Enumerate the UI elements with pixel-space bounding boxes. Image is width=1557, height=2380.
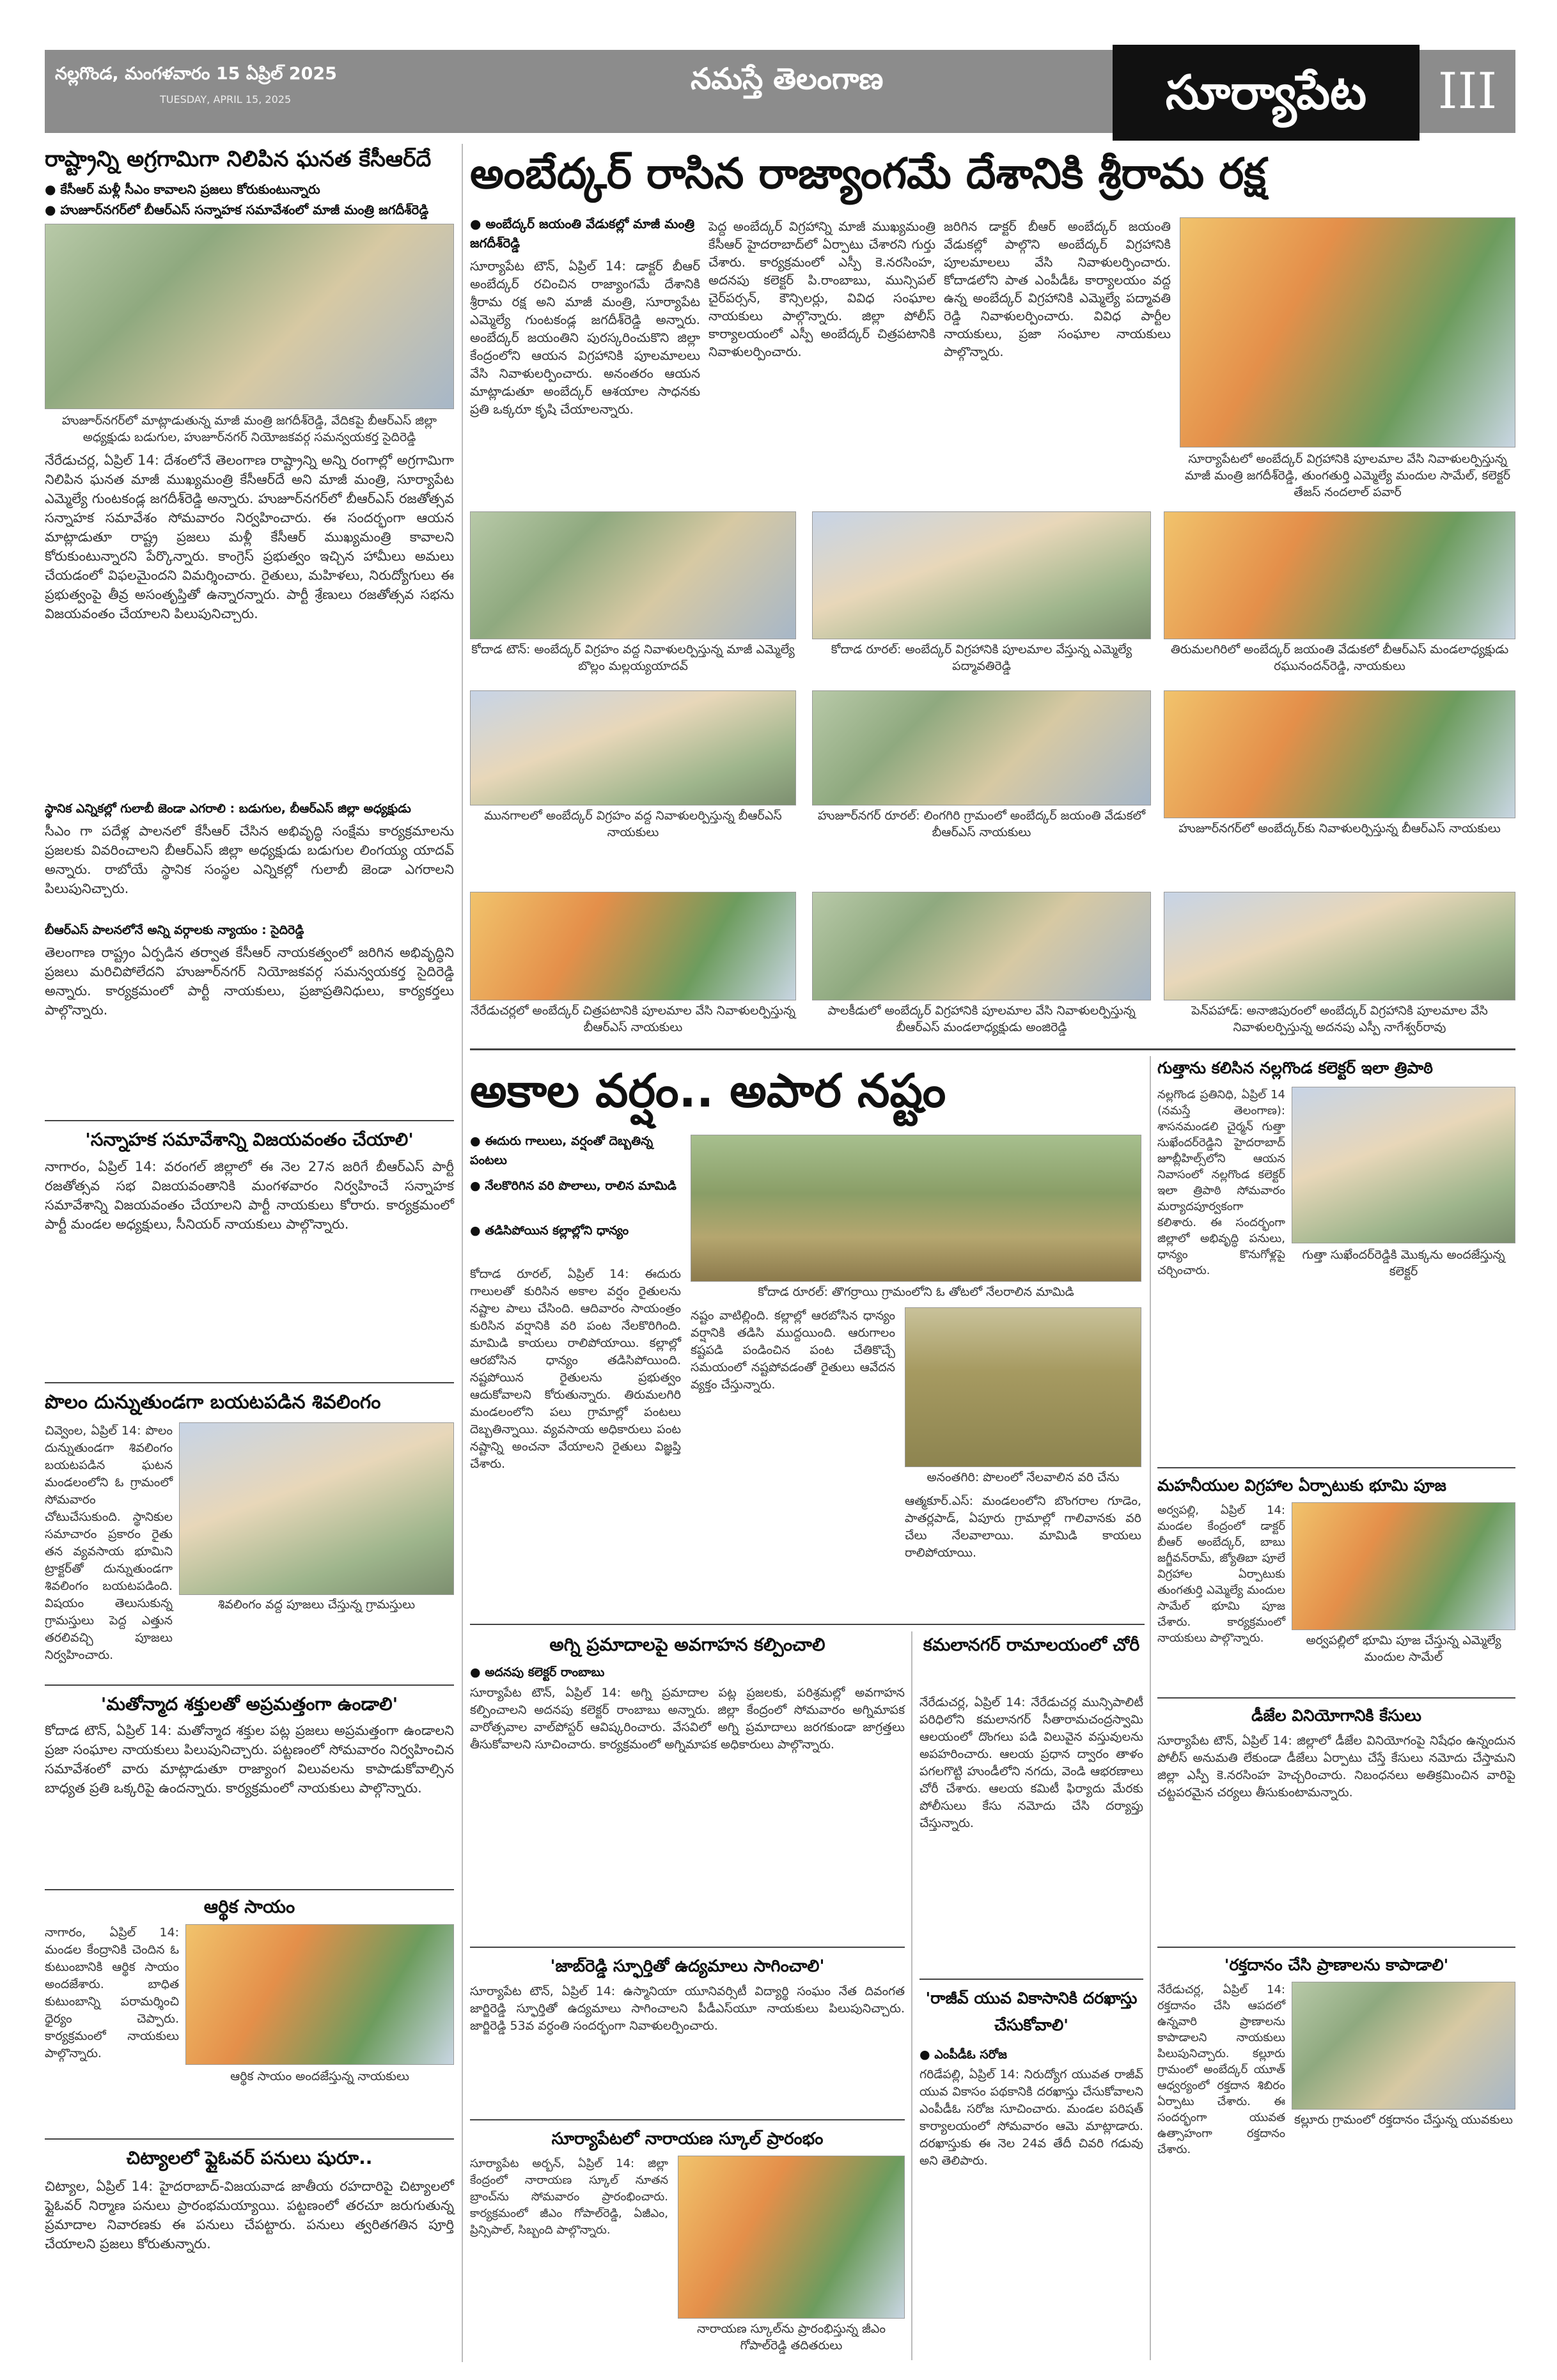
story5-body: నాగారం, ఏప్రిల్ 14: మండల కేంద్రానికి చెందిన ఓ కుటుంబానికి ఆర్థిక సాయం అందజేశారు. బాధిత కుటుంబాన్ని పరామర్శించి ధైర్యం చెప్పారు. కార్యక్రమంలో నాయకులు పాల్గొన్నారు.	[45, 1925, 179, 2060]
story1-bullet-1: ● కేసీఆర్ మళ్లీ సీఎం కావాలని ప్రజలు కోరుకుంటున్నారు	[45, 179, 454, 199]
lead-photo-3-caption: తిరుమలగిరిలో అంబేద్కర్ జయంతి వేడుకలో బీఆర్‌ఎస్ మండలాధ్యక్షుడు రఘునందన్‌రెడ్డి, నాయకులు	[1170, 642, 1509, 673]
bhoomi-caption: అర్వపల్లిలో భూమి పూజ చేస్తున్న ఎమ్మెల్యే మందుల సామేల్	[1306, 1633, 1501, 1664]
story3-body-cont	[45, 1617, 454, 1681]
lead-photo-6-caption: హుజూర్‌నగర్‌లో అంబేద్కర్‌కు నివాళులర్పిస్తున్న బీఆర్‌ఎస్ నాయకులు	[1178, 821, 1501, 836]
divider	[45, 1120, 454, 1121]
story3-caption: శివలింగం వద్ద పూజలు చేస్తున్న గ్రామస్తులు	[217, 1598, 416, 1612]
lead-headline: అంబేద్కర్ రాసిన రాజ్యాంగమే దేశానికి శ్రీరామ రక్ష	[470, 149, 1266, 198]
rain-bullet-3: ● తడిసిపోయిన కల్లాల్లోని ధాన్యం	[470, 1221, 681, 1262]
lead-main-photo	[1180, 217, 1515, 447]
masthead-date-english: TUESDAY, APRIL 15, 2025	[160, 93, 292, 105]
story1-caption: హుజూర్‌నగర్‌లో మాట్లాడుతున్న మాజీ మంత్రి జగదీశ్‌రెడ్డి, వేదికపై బీఆర్‌ఎస్ జిల్లా అధ్యక్షుడు బడుగుల, హుజూర్‌నగర్ నియోజకవర్గ సమన్వయకర్త సైదిరెడ్డి	[61, 414, 437, 444]
lead-photo-6	[1164, 690, 1515, 818]
story1-photo	[45, 224, 454, 409]
lead-photo-2-caption: కోదాడ రూరల్: అంబేద్కర్ విగ్రహానికి పూలమాల వేస్తున్న ఎమ్మెల్యే పద్మావతిరెడ్డి	[831, 642, 1132, 673]
divider	[919, 1979, 1143, 1980]
lead-col2: పెద్ద అంబేద్కర్ విగ్రహాన్ని మాజీ ముఖ్యమంత్రి కేసీఆర్ హైదరాబాద్‌లో ఏర్పాటు చేశారని గుర్తు చేశారు. కార్యక్రమంలో ఎస్పీ కె.నరసింహ, అదనపు కలెక్టర్ పి.రాంబాబు, మున్సిపల్ చైర్‌పర్సన్, కౌన్సిలర్లు, వివిధ సంఘాల నాయకులు పాల్గొన్నారు. జిల్లా పోలీస్ కార్యాలయంలో ఎస్పీ అంబేద్కర్ చిత్రపటానికి నివాళులర్పించారు.	[708, 219, 935, 359]
column-divider	[462, 144, 463, 2362]
rain-photo-1-caption: కోదాడ రూరల్: తొగర్రాయి గ్రామంలోని ఓ తోటలో నేలరాలిన మామిడి	[758, 1285, 1074, 1299]
fire-body: సూర్యాపేట టౌన్, ఏప్రిల్ 14: అగ్ని ప్రమాదాల పట్ల ప్రజలకు, పరిశ్రమల్లో అవగాహన కల్పించాలని అదనపు కలెక్టర్ రాంబాబు అన్నారు. జిల్లా కేంద్రంలో సోమవారం అగ్నిమాపక వారోత్సవాల వాల్‌పోస్టర్ ఆవిష్కరించారు. వేసవిలో అగ్ని ప్రమాదాలు జరగకుండా జాగ్రత్తలు తీసుకోవాలని సూచించారు. కార్యక్రమంలో అగ్నిమాపక అధికారులు పాల్గొన్నారు.	[470, 1686, 905, 1752]
divider	[1157, 1947, 1515, 1948]
collector-photo	[1292, 1087, 1515, 1243]
rain-body-1: కోదాడ రూరల్, ఏప్రిల్ 14: ఈదురు గాలులతో కురిసిన అకాల వర్షం రైతులను నష్టాల పాలు చేసింది. ఆదివారం సాయంత్రం కురిసిన వర్షానికి వరి పంట నేలకొరిగింది. మామిడి కాయలు రాలిపోయాయి. కల్లాల్లో ఆరబోసిన ధాన్యం తడిసిపోయింది. నష్టపోయిన రైతులను ప్రభుత్వం ఆదుకోవాలని కోరుతున్నారు. తిరుమలగిరి మండలంలోని పలు గ్రామాల్లో పంటలు దెబ్బతిన్నాయి. వ్యవసాయ అధికారులు పంట నష్టాన్ని అంచనా వేయాలని రైతులు విజ్ఞప్తి చేశారు.	[470, 1267, 681, 1471]
lead-photo-4	[470, 690, 796, 805]
lead-photo-5	[812, 690, 1151, 805]
story1-sub1-body: సీఎం గా పదేళ్ల పాలనలో కేసీఆర్ చేసిన అభివృద్ధి సంక్షేమ కార్యక్రమాలను ప్రజలకు వివరించాలని బీఆర్‌ఎస్ జిల్లా అధ్యక్షుడు బడుగుల లింగయ్య యాదవ్ అన్నారు. రాబోయే స్థానిక సంస్థల ఎన్నికల్లో గులాబీ జెండా ఎగరాలని పిలుపునిచ్చారు.	[45, 823, 454, 896]
rain-body-2: నష్టం వాటిల్లింది. కల్లాల్లో ఆరబోసిన ధాన్యం వర్షానికి తడిసి ముద్దయింది. ఆరుగాలం కష్టపడి పండించిన పంట చేతికొచ్చే సమయంలో నష్టపోవడంతో రైతులు ఆవేదన వ్యక్తం చేస్తున్నారు.	[691, 1309, 895, 1392]
story4-headline: 'మతోన్మాద శక్తులతో అప్రమత్తంగా ఉండాలి'	[100, 1693, 398, 1715]
paper-name: నమస్తే తెలంగాణ	[691, 61, 884, 96]
divider	[1157, 1467, 1515, 1468]
lead-col3: జరిగిన డాక్టర్ బీఆర్ అంబేద్కర్ జయంతి వేడుకల్లో పాల్గొని అంబేద్కర్ విగ్రహానికి పూలమాలలు వేసి నివాళులర్పించారు. కోదాడలోని పాత ఎంపీడీఓ కార్యాలయం వద్ద ఉన్న అంబేద్కర్ విగ్రహానికి ఎమ్మెల్యే పద్మావతి రెడ్డి నివాళులర్పించారు. వివిధ పార్టీల నాయకులు, ప్రజా సంఘాల నాయకులు పాల్గొన్నారు.	[944, 219, 1171, 359]
yuva-bullet: ● ఎంపీడీఓ సరోజ	[919, 2044, 1143, 2065]
story1-bullet-2: ● హుజూర్‌నగర్‌లో బీఆర్‌ఎస్ సన్నాహక సమావేశంలో మాజీ మంత్రి జగదీశ్‌రెడ్డి	[45, 199, 454, 220]
story3-photo	[179, 1422, 454, 1595]
story1-subhead-1: స్థానిక ఎన్నికల్లో గులాబీ జెండా ఎగరాలి : బడుగుల, బీఆర్‌ఎస్ జిల్లా అధ్యక్షుడు	[45, 802, 411, 816]
story5-photo	[185, 1924, 454, 2065]
column-divider	[911, 1631, 912, 2360]
bhoomi-headline: మహనీయుల విగ్రహాల ఏర్పాటుకు భూమి పూజ	[1157, 1476, 1446, 1495]
story3-body: చివ్వెంల, ఏప్రిల్ 14: పొలం దున్నుతుండగా శివలింగం బయటపడిన ఘటన మండలంలోని ఓ గ్రామంలో సోమవారం చోటుచేసుకుంది. స్థానికుల సమాచారం ప్రకారం రైతు తన వ్యవసాయ భూమిని ట్రాక్టర్‌తో దున్నుతుండగా శివలింగం బయటపడింది. విషయం తెలుసుకున్న గ్రామస్తులు పెద్ద ఎత్తున తరలివచ్చి పూజలు నిర్వహించారు.	[45, 1424, 173, 1662]
story2-body: నాగారం, ఏప్రిల్ 14: వరంగల్ జిల్లాలో ఈ నెల 27న జరిగే బీఆర్‌ఎస్ పార్టీ రజతోత్సవ సభ విజయవంతానికి మంగళవారం నిర్వహించే సన్నాహక సమావేశాన్ని విజయవంతం చేయాలని పార్టీ నాయకులు కోరారు. కార్యక్రమంలో పార్టీ మండల అధ్యక్షులు, సీనియర్ నాయకులు పాల్గొన్నారు.	[45, 1159, 454, 1232]
lead-photo-5-caption: హుజూర్‌నగర్ రూరల్: లింగగిరి గ్రామంలో అంబేద్కర్ జయంతి వేడుకలో బీఆర్‌ఎస్ నాయకులు	[817, 809, 1146, 839]
lead-photo-9	[1164, 892, 1515, 1000]
story6-headline: చిట్యాలలో ఫ్లైఓవర్ పనులు షురూ..	[126, 2147, 373, 2168]
lead-col1: సూర్యాపేట టౌన్, ఏప్రిల్ 14: డాక్టర్ బీఆర్ అంబేద్కర్ రచించిన రాజ్యాంగమే దేశానికి శ్రీరామ రక్ష అని మాజీ మంత్రి, సూర్యాపేట ఎమ్మెల్యే గుంటకండ్ల జగదీశ్‌రెడ్డి అన్నారు. అంబేద్కర్ జయంతిని పురస్కరించుకొని జిల్లా కేంద్రంలోని ఆయన విగ్రహానికి పూలమాలలు వేసి నివాళులర్పించారు. అనంతరం ఆయన మాట్లాడుతూ అంబేద్కర్ ఆశయాల సాధనకు ప్రతి ఒక్కరూ కృషి చేయాలన్నారు.	[470, 258, 700, 417]
yuva-headline: 'రాజీవ్ యువ వికాసానికి దరఖాస్తు చేసుకోవాలి'	[925, 1989, 1138, 2034]
blood-headline: 'రక్తదానం చేసి ప్రాణాలను కాపాడాలి'	[1224, 1956, 1449, 1974]
school-body: సూర్యాపేట అర్బన్, ఏప్రిల్ 14: జిల్లా కేంద్రంలో నారాయణ స్కూల్ నూతన బ్రాంచ్‌ను సోమవారం ప్రారంభించారు. కార్యక్రమంలో జీఎం గోపాల్‌రెడ్డి, ఏజీఎం, ప్రిన్సిపాల్, సిబ్బంది పాల్గొన్నారు.	[470, 2157, 668, 2237]
story1-headline: రాష్ట్రాన్ని అగ్రగామిగా నిలిపిన ఘనత కేసీఆర్‌దే	[45, 146, 432, 172]
divider	[1157, 1697, 1515, 1699]
lead-bullet: ● అంబేద్కర్ జయంతి వేడుకల్లో మాజీ మంత్రి జగదీశ్‌రెడ్డి	[470, 214, 700, 255]
blood-caption: కల్లూరు గ్రామంలో రక్తదానం చేస్తున్న యువకులు	[1294, 2113, 1513, 2127]
dj-headline: డీజేల వినియోగానికి కేసులు	[1251, 1706, 1421, 1725]
edition-name: సూర్యాపేట	[1113, 45, 1420, 141]
story1-body: నేరేడుచర్ల, ఏప్రిల్ 14: దేశంలోనే తెలంగాణ రాష్ట్రాన్ని అన్ని రంగాల్లో అగ్రగామిగా నిలిపిన ఘనత మాజీ ముఖ్యమంత్రి కేసీఆర్‌దే అని మాజీ మంత్రి, సూర్యాపేట ఎమ్మెల్యే గుంటకండ్ల జగదీశ్‌రెడ్డి అన్నారు. హుజూర్‌నగర్‌లో బీఆర్‌ఎస్ రజతోత్సవ సన్నాహక సమావేశం సోమవారం నిర్వహించారు. ఈ సందర్భంగా ఆయన మాట్లాడుతూ రాష్ట్ర ప్రజలు మళ్లీ కేసీఆర్ ముఖ్యమంత్రి కావాలని కోరుకుంటున్నారని పేర్కొన్నారు. కాంగ్రెస్ ప్రభుత్వం ఇచ్చిన హామీలు అమలు చేయడంలో విఫలమైందని విమర్శించారు. రైతులు, మహిళలు, నిరుద్యోగులు ఈ ప్రభుత్వంపై తీవ్ర అసంతృప్తితో ఉన్నారన్నారు. పార్టీ శ్రేణులు రజతోత్సవ సభను విజయవంతం చేయాలని పిలుపునిచ్చారు.	[45, 453, 454, 621]
jobs-headline: 'జాబ్‌రెడ్డి స్ఫూర్తితో ఉద్యమాలు సాగించాలి'	[550, 1957, 825, 1976]
school-headline: సూర్యాపేటలో నారాయణ స్కూల్ ప్రారంభం	[551, 2129, 824, 2149]
lead-photo-1-caption: కోదాడ టౌన్: అంబేద్కర్ విగ్రహం వద్ద నివాళులర్పిస్తున్న మాజీ ఎమ్మెల్యే బొల్లం మల్లయ్యయాదవ్	[471, 642, 795, 673]
rain-bullet-1: ● ఈదురు గాలులు, వర్షంతో దెబ్బతిన్న పంటలు	[470, 1132, 681, 1172]
divider	[470, 1947, 905, 1948]
lead-photo-2	[812, 511, 1151, 639]
school-photo	[678, 2156, 905, 2319]
lead-main-caption: సూర్యాపేటలో అంబేద్కర్ విగ్రహానికి పూలమాల వేసి నివాళులర్పిస్తున్న మాజీ మంత్రి జగదీశ్‌రెడ్డి, తుంగతుర్తి ఎమ్మెల్యే మందుల సామేల్, కలెక్టర్ తేజస్ నందలాల్ పవార్	[1184, 452, 1511, 499]
bhoomi-body: అర్వపల్లి, ఏప్రిల్ 14: మండల కేంద్రంలో డాక్టర్ బీఆర్ అంబేద్కర్, బాబు జగ్జీవన్‌రామ్, జ్యోతిబా పూలే విగ్రహాల ఏర్పాటుకు తుంగతుర్తి ఎమ్మెల్యే మందుల సామేల్ భూమి పూజ చేశారు. కార్యక్రమంలో నాయకులు పాల్గొన్నారు.	[1157, 1504, 1285, 1645]
fire-bullet: ● అదనపు కలెక్టర్ రాంబాబు	[470, 1662, 905, 1683]
bhoomi-photo	[1292, 1502, 1515, 1630]
story5-headline: ఆర్థిక సాయం	[203, 1896, 295, 1917]
divider	[470, 1048, 1515, 1050]
collector-body: నల్లగొండ ప్రతినిధి, ఏప్రిల్ 14 (నమస్తే తెలంగాణ): శాసనమండలి చైర్మన్ గుత్తా సుఖేందర్‌రెడ్డిని హైదరాబాద్ జూబ్లీహిల్స్‌లోని ఆయన నివాసంలో నల్లగొండ కలెక్టర్ ఇలా త్రిపాఠి సోమవారం మర్యాదపూర్వకంగా కలిశారు. ఈ సందర్భంగా జిల్లాలో అభివృద్ధి పనులు, ధాన్యం కొనుగోళ్లపై చర్చించారు.	[1157, 1088, 1285, 1277]
theft-body: నేరేడుచర్ల, ఏప్రిల్ 14: నేరేడుచర్ల మున్సిపాలిటీ పరిధిలోని కమలానగర్ సీతారామచంద్రస్వామి ఆలయంలో దొంగలు పడి విలువైన వస్తువులను అపహరించారు. ఆలయ ప్రధాన ద్వారం తాళం పగలగొట్టి హుండీలోని నగదు, వెండి ఆభరణాలు చోరీ చేశారు. ఆలయ కమిటీ ఫిర్యాదు మేరకు పోలీసులు కేసు నమోదు చేసి దర్యాప్తు చేస్తున్నారు.	[919, 1695, 1143, 1830]
divider	[470, 1624, 1145, 1625]
dj-body: సూర్యాపేట టౌన్, ఏప్రిల్ 14: జిల్లాలో డీజేల వినియోగంపై నిషేధం ఉన్నందున పోలీస్ అనుమతి లేకుండా డీజేలు ఏర్పాటు చేస్తే కేసులు నమోదు చేస్తామని జిల్లా ఎస్పీ కె.నరసింహ హెచ్చరించారు. నిబంధనలు అతిక్రమించిన వారిపై చట్టపరమైన చర్యలు తీసుకుంటామన్నారు.	[1157, 1734, 1515, 1800]
rain-photo-1	[691, 1135, 1141, 1282]
lead-photo-8	[812, 892, 1151, 1000]
lead-photo-7	[470, 892, 796, 1000]
story3-headline: పొలం దున్నుతుండగా బయటపడిన శివలింగం	[45, 1391, 381, 1413]
masthead-date: నల్లగొండ, మంగళవారం 15 ఏప్రిల్ 2025	[55, 64, 337, 84]
story4-body: కోదాడ టౌన్, ఏప్రిల్ 14: మతోన్మాద శక్తుల పట్ల ప్రజలు అప్రమత్తంగా ఉండాలని ప్రజా సంఘాల నాయకులు పిలుపునిచ్చారు. పట్టణంలో సోమవారం నిర్వహించిన సమావేశంలో వారు మాట్లాడుతూ రాజ్యాంగ విలువలను కాపాడుకోవాల్సిన బాధ్యత ప్రతి ఒక్కరిపై ఉందన్నారు. కార్యక్రమంలో నాయకులు పాల్గొన్నారు.	[45, 1723, 454, 1796]
blood-body: నేరేడుచర్ల, ఏప్రిల్ 14: రక్తదానం చేసి ఆపదలో ఉన్నవారి ప్రాణాలను కాపాడాలని నాయకులు పిలుపునిచ్చారు. కల్లూరు గ్రామంలో అంబేద్కర్ యూత్ ఆధ్వర్యంలో రక్తదాన శిబిరం ఏర్పాటు చేశారు. ఈ సందర్భంగా యువత ఉత్సాహంగా రక్తదానం చేశారు.	[1157, 1983, 1285, 2156]
story6-body: చిట్యాల, ఏప్రిల్ 14: హైదరాబాద్-విజయవాడ జాతీయ రహదారిపై చిట్యాలలో ఫ్లైఓవర్ నిర్మాణ పనులు ప్రారంభమయ్యాయి. పట్టణంలో తరచూ జరుగుతున్న ప్రమాదాల నివారణకు ఈ పనులు చేపట్టారు. పనులు త్వరితగతిన పూర్తి చేయాలని ప్రజలు కోరుతున్నారు.	[45, 2179, 454, 2252]
story2-headline: 'సన్నాహక సమావేశాన్ని విజయవంతం చేయాలి'	[85, 1129, 414, 1150]
theft-headline: కమలానగర్ రామాలయంలో చోరీ	[923, 1635, 1140, 1655]
lead-photo-4-caption: మునగాలలో అంబేద్కర్ విగ్రహం వద్ద నివాళులర్పిస్తున్న బీఆర్‌ఎస్ నాయకులు	[484, 809, 782, 839]
rain-body-3: ఆత్మకూర్.ఎస్: మండలంలోని బొంగరాల గూడెం, పాతర్లపాడ్, ఏపూరు గ్రామాల్లో గాలివానకు వరి చేలు నేలవాలాయి. మామిడి కాయలు రాలిపోయాయి.	[905, 1494, 1141, 1560]
lead-photo-8-caption: పాలకీడులో అంబేద్కర్ విగ్రహానికి పూలమాల వేసి నివాళులర్పిస్తున్న బీఆర్‌ఎస్ మండలాధ్యక్షుడు అంజిరెడ్డి	[827, 1004, 1136, 1034]
lead-photo-1	[470, 511, 796, 639]
fire-headline: అగ్ని ప్రమాదాలపై అవగాహన కల్పించాలి	[549, 1634, 825, 1655]
school-caption: నారాయణ స్కూల్‌ను ప్రారంభిస్తున్న జీఎం గోపాల్‌రెడ్డి తదితరులు	[696, 2322, 886, 2353]
lead-photo-3	[1164, 511, 1515, 639]
rain-headline: అకాల వర్షం.. అపార నష్టం	[470, 1064, 946, 1117]
story1-sub2-body: తెలంగాణ రాష్ట్రం ఏర్పడిన తర్వాత కేసీఆర్ నాయకత్వంలో జరిగిన అభివృద్ధిని ప్రజలు మరిచిపోలేదని హుజూర్‌నగర్ నియోజకవర్గ సమన్వయకర్త సైదిరెడ్డి అన్నారు. కార్యక్రమంలో పార్టీ నాయకులు, ప్రజాప్రతినిధులు, కార్యకర్తలు పాల్గొన్నారు.	[45, 945, 454, 1018]
page-number: III	[1437, 63, 1498, 120]
jobs-body: సూర్యాపేట టౌన్, ఏప్రిల్ 14: ఉస్మానియా యూనివర్సిటీ విద్యార్థి సంఘం నేత దివంగత జార్జిరెడ్డి స్ఫూర్తితో ఉద్యమాలు సాగించాలని పీడీఎస్‌యూ నాయకులు పిలుపునిచ్చారు. జార్జిరెడ్డి 53వ వర్ధంతి సందర్భంగా నివాళులర్పించారు.	[470, 1984, 905, 2033]
story1-subhead-2: బీఆర్‌ఎస్ పాలనలోనే అన్ని వర్గాలకు న్యాయం : సైదిరెడ్డి	[45, 923, 304, 937]
rain-photo-2-caption: అనంతగిరి: పొలంలో నేలవాలిన వరి చేను	[927, 1470, 1120, 1484]
yuva-body: గరిడేపల్లి, ఏప్రిల్ 14: నిరుద్యోగ యువత రాజీవ్ యువ వికాసం పథకానికి దరఖాస్తు చేసుకోవాలని ఎంపీడీఓ సరోజ సూచించారు. మండల పరిషత్ కార్యాలయంలో సోమవారం ఆమె మాట్లాడారు. దరఖాస్తుకు ఈ నెల 24వ తేదీ చివరి గడువు అని తెలిపారు.	[919, 2067, 1143, 2168]
divider	[45, 1382, 454, 1383]
lead-photo-9-caption: పెన్‌పహాడ్: అనాజిపురంలో అంబేద్కర్ విగ్రహానికి పూలమాల వేసి నివాళులర్పిస్తున్న అదనపు ఎస్పీ నాగేశ్వర్‌రావు	[1191, 1004, 1488, 1034]
column-divider	[1150, 1056, 1151, 2360]
collector-caption: గుత్తా సుఖేందర్‌రెడ్డికి మొక్కను అందజేస్తున్న కలెక్టర్	[1302, 1248, 1505, 1279]
divider	[45, 1684, 454, 1686]
rain-photo-2	[905, 1307, 1141, 1467]
divider	[45, 2138, 454, 2140]
rain-bullet-2: ● నేలకొరిగిన వరి పొలాలు, రాలిన మామిడి	[470, 1176, 681, 1217]
divider	[470, 2119, 905, 2120]
lead-photo-7-caption: నేరేడుచర్లలో అంబేద్కర్ చిత్రపటానికి పూలమాల వేసి నివాళులర్పిస్తున్న బీఆర్‌ఎస్ నాయకులు	[471, 1004, 795, 1034]
collector-headline: గుత్తాను కలిసిన నల్లగొండ కలెక్టర్ ఇలా త్రిపాఠి	[1157, 1059, 1433, 1077]
blood-photo	[1292, 1982, 1515, 2110]
story5-caption: ఆర్థిక సాయం అందజేస్తున్న నాయకులు	[230, 2069, 409, 2083]
divider	[45, 1889, 454, 1890]
